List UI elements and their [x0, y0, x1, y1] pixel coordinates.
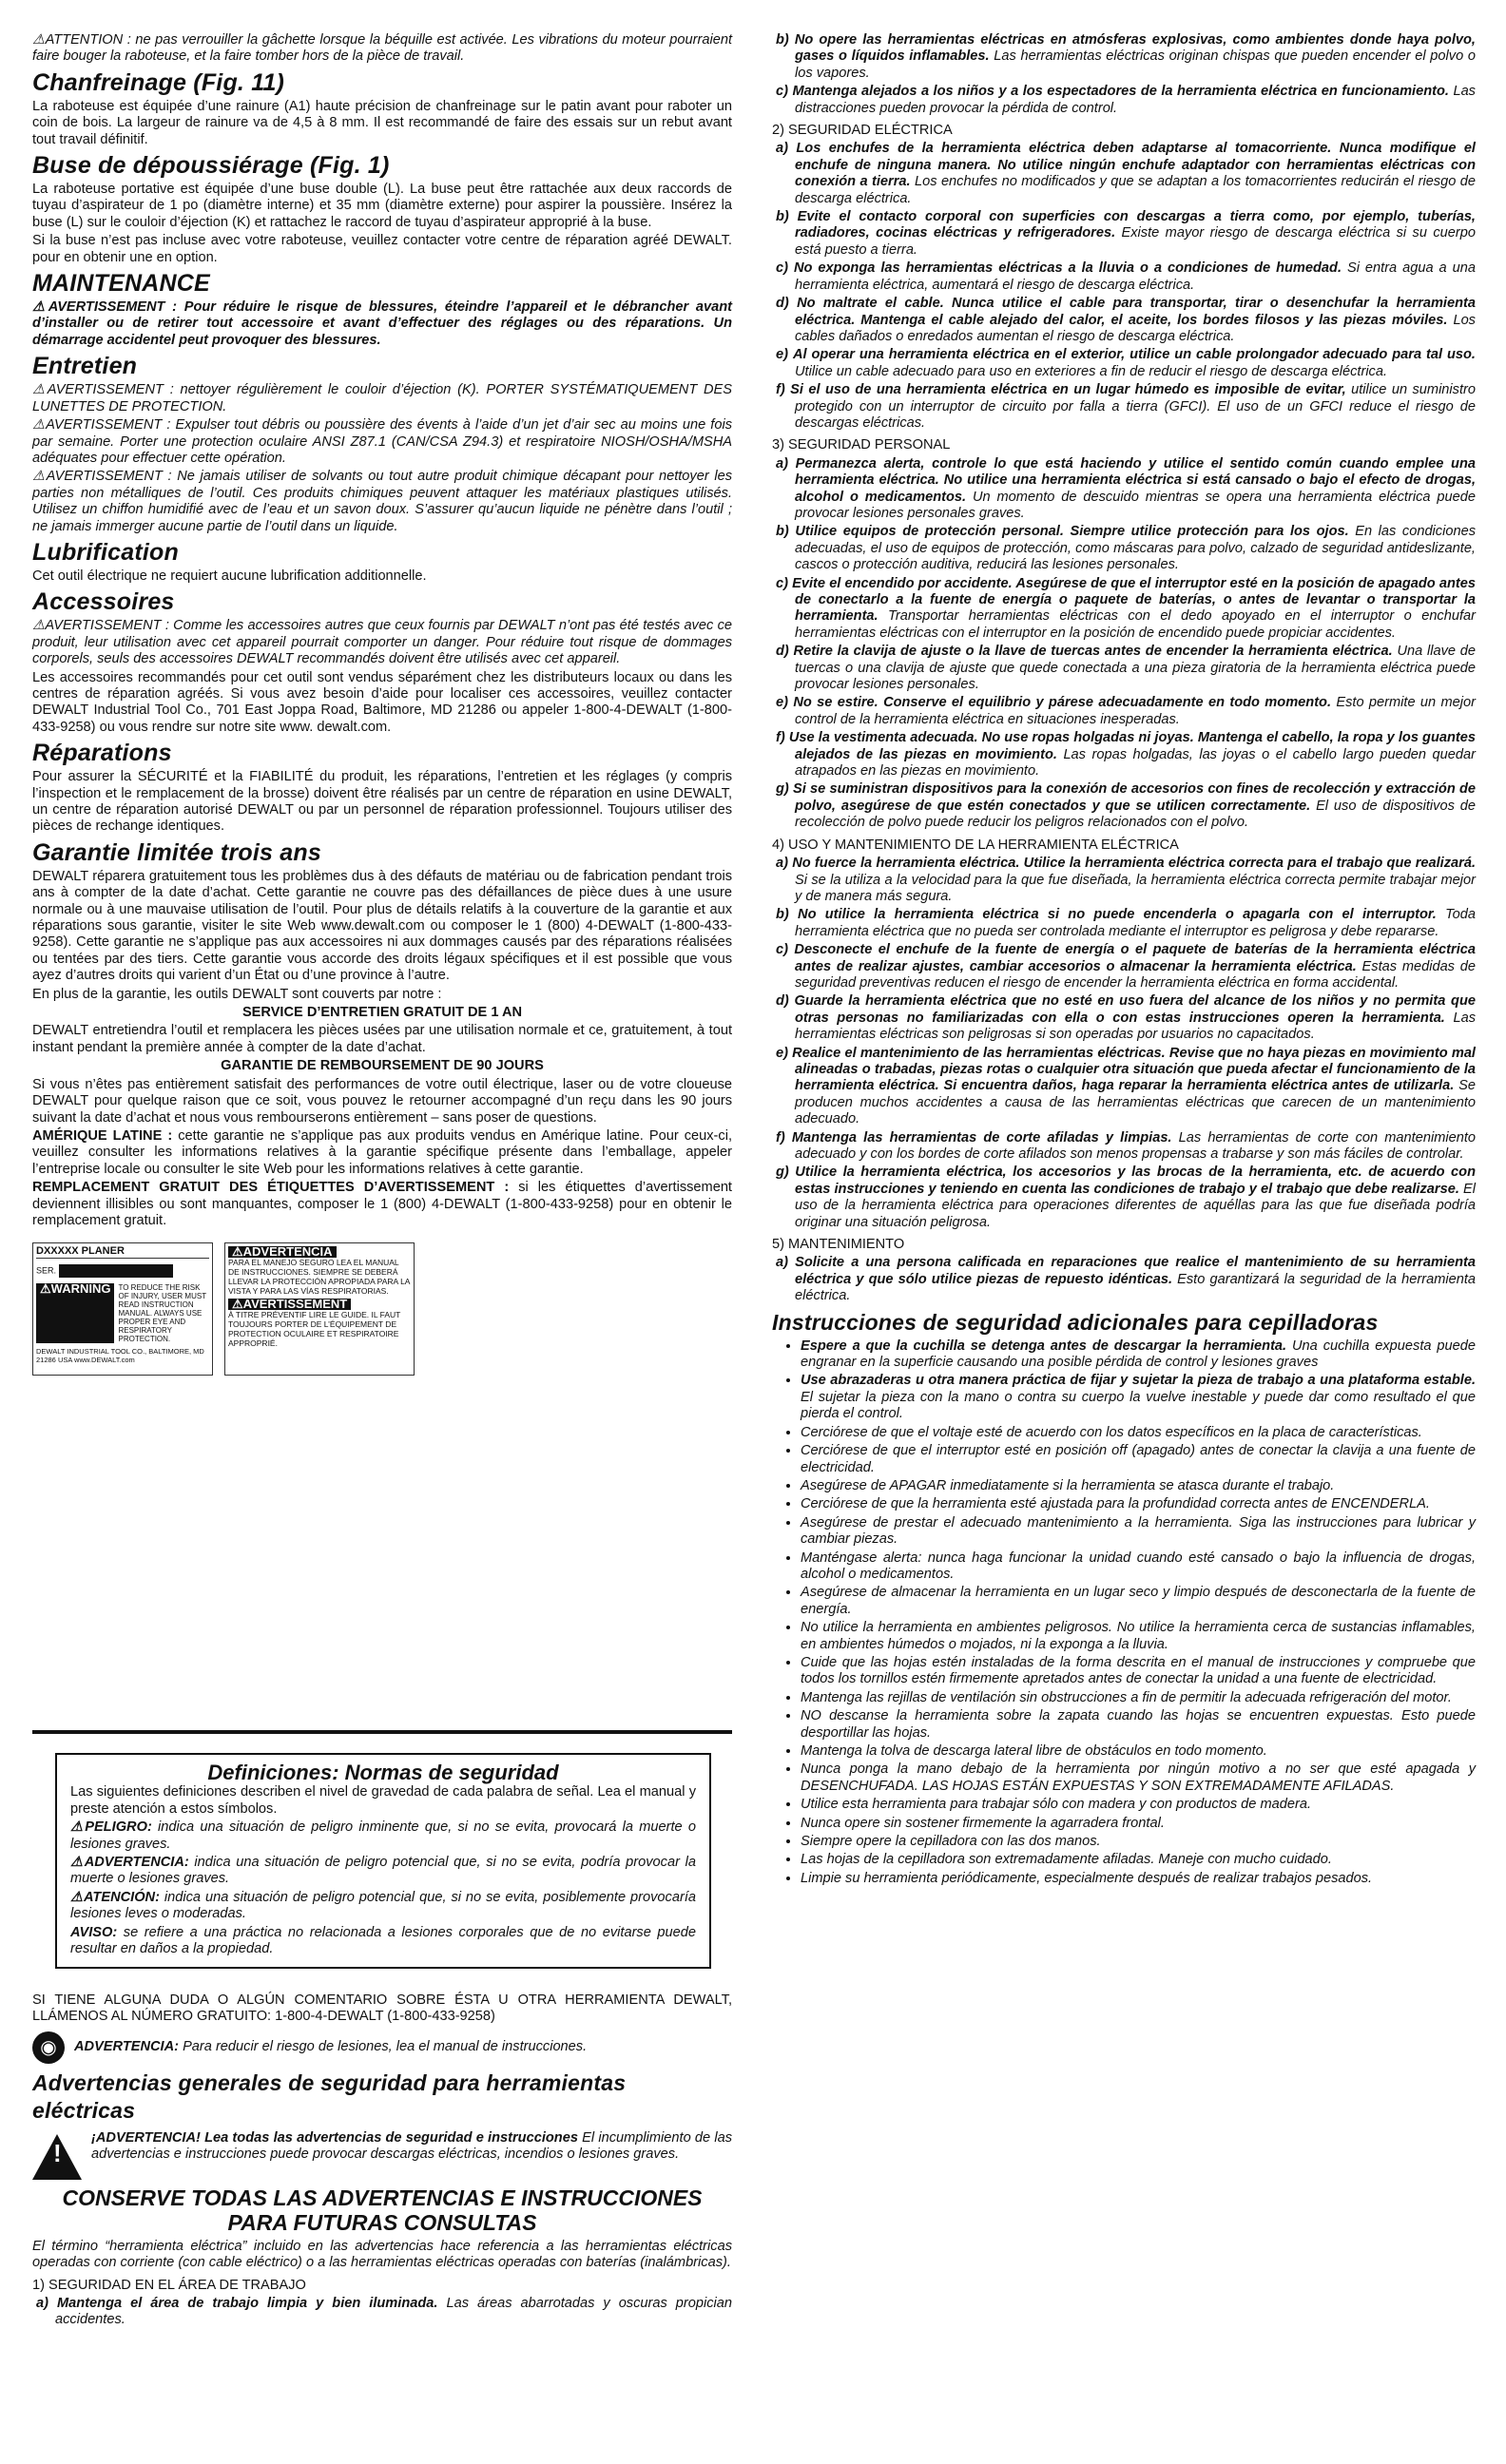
item-1c-text: Las distracciones pueden provocar la pérdida de control. — [795, 84, 1476, 116]
bullet-text: Limpie su herramienta periódicamente, especialmente después de realizar trabajos pesados. — [801, 1870, 1373, 1886]
item-4c-bold: Desconecte el enchufe de la fuente de energía o el paquete de baterías de la herramienta eléctrica antes de realizar ajustes, cambiar accesorios o almacenar la herramienta eléctrica. — [794, 942, 1476, 974]
section-3-heading: 3) SEGURIDAD PERSONAL — [772, 437, 951, 453]
section-1-heading: 1) SEGURIDAD EN EL ÁREA DE TRABAJO — [32, 2277, 306, 2293]
heading-reparations: Réparations — [32, 740, 172, 767]
lea-warning — [91, 2130, 732, 2164]
label-english — [32, 1242, 213, 1376]
item-3f-text: Las ropas holgadas, las joyas o el cabello largo pueden quedar atrapados en las piezas en movimiento. — [795, 746, 1476, 780]
remplacement — [32, 1180, 732, 1229]
def-peligro — [70, 1819, 696, 1853]
bullet-item — [801, 1515, 1476, 1549]
item-3b: b) Utilice equipos de protección personal. Siempre utilice protección para los ojos. En las condiciones adecuadas, el uso de equipos de protección, como máscaras para polvo, calzado de seguridad antideslizante, cascos o protección auditiva, reducirá las lesiones personales. — [776, 524, 1476, 573]
lubrification-text: Cet outil électrique ne requiert aucune lubrification additionnelle. — [32, 568, 427, 584]
buse-text-2: Si la buse n’est pas incluse avec votre raboteuse, veuillez contacter votre centre de réparation agréé DEWALT. pour en obtenir une en option. — [32, 233, 732, 265]
heading-garantie: Garantie limitée trois ans — [32, 838, 321, 866]
item-4a-text: Si se la utiliza a la velocidad para la que fue diseñada, la herramienta eléctrica correcta permite trabajar mejor y de manera más segura. — [795, 872, 1476, 904]
entretien-warning-1: ⚠AVERTISSEMENT : nettoyer régulièrement le couloir d’éjection (K). PORTER SYSTÉMATIQUEMENT DES LUNETTES DE PROTECTION. — [32, 382, 732, 414]
item-4g-text: El uso de la herramienta eléctrica para operaciones diferentes de aquéllas para las que fue diseñada podría originar una situación peligrosa. — [795, 1181, 1476, 1230]
item-3g-text: El uso de dispositivos de recolección de polvo puede reducir los peligros relacionados con el polvo. — [795, 798, 1476, 831]
bullet-text: Asegúrese de almacenar la herramienta en un lugar seco y limpio después de desconectarla de la fuente de energía. — [801, 1585, 1476, 1617]
item-2b-text: Existe mayor riesgo de descarga eléctrica si su cuerpo está puesto a tierra. — [795, 225, 1476, 258]
item-3e: e) No se estire. Conserve el equilibrio y párese adecuadamente en todo momento. Esto permite un mejor control de la herramienta eléctrica en situaciones inesperadas. — [776, 695, 1477, 727]
item-2d: d) No maltrate el cable. Nunca utilice el cable para transportar, tirar o desenchufar la herramienta eléctrica. Mantenga el cable alejado del calor, el aceite, los bordes filosos y las piezas móviles. Los cables dañados o enredados aumentan el riesgo de descarga eléctrica. — [776, 296, 1476, 344]
heading-advertencias-generales: Advertencias generales de seguridad para herramientas eléctricas — [32, 2069, 627, 2123]
garantie-text-2: En plus de la garantie, les outils DEWALT sont couverts par notre : — [32, 986, 442, 1002]
bullet-bold: Use abrazaderas u otra manera práctica de fijar y sujetar la pieza de trabajo a una plataforma estable. — [801, 1373, 1476, 1389]
item-4f: f) Mantenga las herramientas de corte afiladas y limpias. Las herramientas de corte con mantenimiento adecuado y con los bordes de corte afilados son menos propensas a trabarse y son más fáciles de controlar. — [776, 1129, 1476, 1162]
bullet-item — [801, 1585, 1476, 1618]
label-ser: SER. — [36, 1265, 57, 1276]
label-avert-text: À TITRE PRÉVENTIF LIRE LE GUIDE. IL FAUT TOUJOURS PORTER DE L’ÉQUIPEMENT DE PROTECTION OCULAIRE ET RESPIRATOIRE APPROPRIÉ. — [228, 1310, 401, 1349]
manual-warning — [74, 2039, 587, 2055]
item-1b — [772, 32, 1476, 82]
item-3a-text: Un momento de descuido mientras se opera una herramienta eléctrica puede provocar lesiones personales graves. — [795, 489, 1476, 521]
bullet-item — [801, 1443, 1476, 1476]
item-3e-text: Esto permite un mejor control de la herramienta eléctrica en situaciones inesperadas. — [795, 695, 1477, 727]
reparations-text: Pour assurer la SÉCURITÉ et la FIABILITÉ du produit, les réparations, l’entretien et les réglages (y compris l’inspection et le remplacement de la brosse) doivent être réalisés par un centre de réparation en usine DEWALT, un centre de réparation autorisé DEWALT ou par un personnel de réparation professionnel. Toujours utiliser des pièces de rechange identiques. — [32, 769, 732, 835]
read-manual-icon: ◉ — [32, 2031, 65, 2064]
item-2a-text: Los enchufes no modificados y que se adaptan a los tomacorrientes reducirán el riesgo de descarga eléctrica. — [795, 174, 1476, 206]
bullet-text: Asegúrese de APAGAR inmediatamente si la herramienta se atasca durante el trabajo. — [801, 1477, 1335, 1493]
item-3g-bold: Si se suministran dispositivos para la conexión de accesorios con fines de recolección y extracción de polvo, asegúrese de que estén conectados y que se utilicen correctamente. — [793, 781, 1476, 814]
label-warning: ⚠WARNING — [36, 1283, 114, 1343]
item-1a-text: Las áreas abarrotadas y oscuras propician accidentes. — [55, 2296, 733, 2328]
item-4b: b) No utilice la herramienta eléctrica si no puede encenderla o apagarla con el interruptor. Toda herramienta eléctrica que no pueda ser controlada mediante el interruptor es peligrosa y debe repararse. — [776, 907, 1477, 939]
item-1a-label: a) — [36, 2296, 48, 2312]
item-3c-text: Transportar herramientas eléctricas con el dedo apoyado en el interruptor o enchufar herramientas eléctricas con el interruptor en la posición de encendido puede propiciar accidentes. — [795, 608, 1476, 641]
item-4d: d) Guarde la herramienta eléctrica que no esté en uso fuera del alcance de los niños y no permita que otras personas no familiarizadas con ella o con estas instrucciones operen la herramienta. Las herramientas eléctricas son peligrosas si son operadas por usuarios no capacitados. — [776, 993, 1477, 1043]
item-4a: a) No fuerce la herramienta eléctrica. Utilice la herramienta eléctrica correcta para el trabajo que realizará. Si se la utiliza a la velocidad para la que fue diseñada, la herramienta eléctrica correcta permite trabajar mejor y de manera más segura. — [776, 856, 1476, 904]
item-3c-bold: Evite el encendido por accidente. Asegúrese de que el interruptor esté en la posición de apagado antes de conectarlo a la fuente de energía o paquete de baterías, o antes de levantar o transportar la herramienta. — [792, 575, 1476, 625]
item-2b-bold: Evite el contacto corporal con superficies con descargas a tierra como, por ejemplo, tuberías, radiadores, cocinas eléctricas y refrigeradores. — [795, 209, 1476, 241]
item-4e-bold: Realice el mantenimiento de las herramientas eléctricas. Revise que no haya piezas en movimiento mal alineadas o trabadas, piezas rotas o cualquier otra situación que pueda afectar el funcionamiento de la herramienta eléctrica. Si encuentra daños, haga reparar la herramienta eléctrica antes de utilizarla. — [792, 1045, 1476, 1094]
bullet-text: El sujetar la pieza con la mano o contra su cuerpo la vuelve inestable y puede dar como resultado el que pierda el control. — [801, 1389, 1476, 1422]
item-3g: g) Si se suministran dispositivos para la conexión de accesorios con fines de recolección y extracción de polvo, asegúrese de que estén conectados y que se utilicen correctamente. El uso de dispositivos de recolección de polvo puede reducir los peligros relacionados con el polvo. — [776, 781, 1476, 831]
bullet-text: Una cuchilla expuesta puede engranar en la superficie causando una posible pérdida de control y lesiones graves — [801, 1338, 1476, 1371]
lea-warning-text: El incumplimiento de las advertencias e instrucciones puede provocar descargas eléctricas, incendios o lesiones graves. — [91, 2129, 733, 2163]
chanfreinage-text: La raboteuse est équipée d’une rainure (A1) haute précision de chanfreinage sur le patin avant pour raboter un coin de bois. La largeur de rainure va de 4,5 à 8 mm. Il est recommandé de faire des essais sur un rebut avant tout travail définitif. — [32, 98, 732, 147]
heading-maintenance: MAINTENANCE — [32, 270, 210, 298]
peligro-label: ⚠PELIGRO: — [70, 1819, 152, 1836]
definitions-intro: Las siguientes definiciones describen el nivel de gravedad de cada palabra de señal. Lea el manual y preste atención a estos símbolos. — [70, 1784, 696, 1817]
bullet-text: Mantenga las rejillas de ventilación sin obstrucciones a fin de permitir la adecuada refrigeración del motor. — [801, 1689, 1452, 1705]
bullet-text: Cuide que las hojas estén instaladas de la forma descrita en el manual de instrucciones y compruebe que todos los tornillos estén firmemente apretados antes de conectar la unidad a una fuente de electricidad. — [801, 1654, 1476, 1687]
item-3f: f) Use la vestimenta adecuada. No use ropas holgadas ni joyas. Mantenga el cabello, la ropa y los guantes alejados de las piezas en movimiento. Las ropas holgadas, las joyas o el cabello largo pueden quedar atrapados en las piezas en movimiento. — [776, 730, 1476, 780]
item-2c-bold: No exponga las herramientas eléctricas a la lluvia o a condiciones de humedad. — [793, 260, 1342, 277]
bullet-item — [801, 1550, 1476, 1584]
aviso-label: AVISO: — [70, 1924, 118, 1940]
bullet-text: Cerciórese de que el interruptor esté en posición off (apagado) antes de conectar la clavija a una fuente de electricidad. — [801, 1443, 1476, 1475]
section-2-heading: 2) SEGURIDAD ELÉCTRICA — [772, 123, 953, 139]
item-1a-bold: Mantenga el área de trabajo limpia y bien iluminada. — [57, 2296, 438, 2312]
label-warning-row — [36, 1283, 209, 1343]
warning-triangle-icon: ! — [32, 2134, 82, 2180]
bullet-item — [801, 1708, 1476, 1742]
label-advertencia: ⚠ADVERTENCIA — [228, 1246, 337, 1258]
bullet-item — [801, 1690, 1476, 1706]
bullet-item — [801, 1797, 1476, 1813]
heading-accessoires: Accessoires — [32, 588, 175, 616]
bullet-item — [801, 1425, 1476, 1441]
remplacement-label: REMPLACEMENT GRATUIT DES ÉTIQUETTES D’AVERTISSEMENT : — [32, 1180, 510, 1196]
item-1c — [772, 84, 1476, 117]
entretien-warning-3: ⚠AVERTISSEMENT : Ne jamais utiliser de solvants ou tout autre produit chimique décapant pour nettoyer les parties non métalliques de l’outil. Ces produits chimiques peuvent attaquer les matériaux plastiques utilisés. Utilisez un chiffon humidifié avec de l’eau et un savon doux. S’assurer qu’aucun liquide ne pénètre dans l’outil ; ne jamais immerger aucune partie de l’outil dans un liquide. — [32, 469, 732, 534]
item-5a-bold: Solicite a una persona calificada en reparaciones que realice el mantenimiento de su herramienta eléctrica y que sólo utilice piezas de repuesto idénticas. — [795, 1255, 1476, 1287]
item-1b-text: Las herramientas eléctricas originan chispas que pueden encender el polvo o los vapores. — [795, 48, 1476, 81]
label-avertissement: ⚠AVERTISSEMENT — [228, 1299, 351, 1310]
bullet-item — [801, 1620, 1476, 1653]
garantie-text-1: DEWALT réparera gratuitement tous les problèmes dus à des défauts de matériau ou de fabrication pendant trois ans à compter de la date d’achat. Cette garantie ne couvre pas des défaillances de pièce dues à une usure normale ou à une mauvaise utilisation de l’outil. Pour plus de détails relatifs à la couverture de la garantie et aux réparations sous garantie, visiter le site Web www.dewalt.com ou composer le 1 (800) 4-DEWALT (1-800-433-9258). Cette garantie ne s’applique pas aux accessoires ni aux dommages causés par des réparations réalisées ou tentées par des tiers. Cette garantie vous accorde des droits légaux spécifiques et il est possible que vous ayez d’autres droits qui varient d’un État ou d’une province à l’autre. — [32, 868, 732, 984]
service-heading: SERVICE D’ENTRETIEN GRATUIT DE 1 AN — [241, 1005, 523, 1021]
planer-bullets — [772, 1338, 1476, 1888]
item-3a-bold: Permanezca alerta, controle lo que está haciendo y utilice el sentido común cuando emplee una herramienta eléctrica. No utilice una herramienta eléctrica si está cansado o bajo el efecto de drogas, alcohol o medicamentos. — [795, 455, 1476, 505]
bullet-item — [801, 1852, 1476, 1868]
manual-warning-row — [32, 2031, 732, 2064]
buse-text-1: La raboteuse portative est équipée d’une buse double (L). La buse peut être rattachée aux deux raccords de tuyau d’aspirateur de 1 po (diamètre interne) et 35 mm (diamètre externe) pour aspirer la poussière. Insérez la buse (L) sur le couloir d’éjection (K) et rattachez le raccord de tuyau d’aspirateur approprié à la buse. — [32, 182, 732, 230]
item-1b-bold: No opere las herramientas eléctricas en atmósferas explosivas, como ambientes donde haya polvo, gases o líquidos inflamables. — [794, 32, 1476, 65]
serial-bar — [59, 1264, 173, 1278]
bullet-text: Las hojas de la cepilladora son extremadamente afiladas. Maneje con mucho cuidado. — [801, 1852, 1332, 1868]
label-ser-row — [36, 1264, 209, 1278]
item-3e-bold: No se estire. Conserve el equilibrio y párese adecuadamente en todo momento. — [793, 695, 1332, 711]
item-4f-bold: Mantenga las herramientas de corte afiladas y limpias. — [791, 1129, 1172, 1145]
item-4f-text: Las herramientas de corte con mantenimiento adecuado y con los bordes de corte afilados son menos propensas a trabarse y son más fáciles de controlar. — [795, 1129, 1476, 1162]
heading-chanfreinage: Chanfreinage (Fig. 11) — [32, 68, 285, 96]
bullet-text: NO descanse la herramienta sobre la zapata cuando las hojas se encuentren expuestas. Esto puede desportillar las hojas. — [801, 1708, 1476, 1741]
bullet-text: Nunca ponga la mano debajo de la herramienta por ningún motivo a no ser que esté apagada y DESENCHUFADA. LAS HOJAS ESTÁN EXPUESTAS Y SON EXTREMADAMENTE AFILADAS. — [801, 1761, 1476, 1794]
accessoires-text: Les accessoires recommandés pour cet outil sont vendus séparément chez les distributeurs locaux ou dans les centres de réparation agréés. Si vous avez besoin d’aide pour localiser ces accessoires, veuillez contacter DEWALT Industrial Tool Co., 701 East Joppa Road, Baltimore, MD 21286 ou appeler 1-800-4-DEWALT (1-800-433-9258) ou vous rendre sur notre site www. dewalt.com. — [32, 669, 732, 735]
item-4e-text: Se producen muchos accidentes a causa de las herramientas eléctricas que carecen de un mantenimiento adecuado. — [795, 1078, 1476, 1127]
item-2f-bold: Si el uso de una herramienta eléctrica en un lugar húmedo es imposible de evitar, — [790, 382, 1346, 398]
amerique-text: cette garantie ne s’applique pas aux produits vendus en Amérique latine. Pour ceux-ci, veuillez consulter les informations relatives à la garantie spécifique présente dans l’emballage, appeler l’entreprise locale ou consulter le site Web pour les informations relatives à cette garantie. — [32, 1127, 732, 1177]
accessoires-warning: ⚠AVERTISSEMENT : Comme les accessoires autres que ceux fournis par DEWALT n’ont pas été testés avec ce produit, leur utilisation avec cet appareil pourrait comporter un danger. Pour réduire tout risque de dommages corporels, seuls des accessoires DEWALT recommandés doivent être utilisés avec cet appareil. — [32, 618, 732, 667]
bullet-text: Nunca opere sin sostener firmemente la agarradera frontal. — [801, 1815, 1165, 1831]
bullet-item — [801, 1761, 1476, 1795]
bullet-text: Mantenga la tolva de descarga lateral libre de obstáculos en todo momento. — [801, 1743, 1267, 1759]
item-2e-bold: Al operar una herramienta eléctrica en el exterior, utilice un cable prolongador adecuado para tal uso. — [792, 347, 1476, 363]
item-4g-bold: Utilice la herramienta eléctrica, los accesorios y las brocas de la herramienta, etc. de acuerdo con estas instrucciones y teniendo en cuenta las condiciones de trabajo y el trabajo que debe realizarse. — [795, 1165, 1476, 1197]
heading-lubrification: Lubrification — [32, 538, 179, 566]
bullet-item — [801, 1373, 1476, 1422]
item-1c-bold: Mantenga alejados a los niños y a los espectadores de la herramienta eléctrica en funcionamiento. — [792, 84, 1449, 100]
item-3b-text: En las condiciones adecuadas, el uso de equipos de protección, como máscaras para polvo, calzado de seguridad antideslizante, cascos o protección auditiva, reducirá las lesiones personales. — [795, 524, 1476, 573]
bullet-text: Cerciórese de que la herramienta esté ajustada para la profundidad correcta antes de ENCENDERLA. — [801, 1496, 1430, 1512]
entretien-warning-2: ⚠AVERTISSEMENT : Expulser tout débris ou poussière des évents à l’aide d’un jet d’air sec au moins une fois par semaine. Porter une protection oculaire ANSI Z87.1 (CAN/CSA Z94.3) et respiratoire NIOSH/OSHA/MSHA adéquates pour effectuer cette opération. — [32, 417, 732, 466]
item-4a-bold: No fuerce la herramienta eléctrica. Utilice la herramienta eléctrica correcta para el trabajo que realizará. — [792, 856, 1476, 872]
bullet-item — [801, 1816, 1476, 1832]
bullet-text: Manténgase alerta: nunca haga funcionar la unidad cuando esté cansado o bajo la influencia de drogas, alcohol o medicamentos. — [801, 1550, 1476, 1582]
maintenance-warning: ⚠AVERTISSEMENT : Pour réduire le risque de blessures, éteindre l’appareil et le débrancher avant d’installer ou de retirer tout accessoire et avant d’effectuer des réglages ou des réparations. Un démarrage accidentel peut provoquer des blessures. — [32, 299, 732, 348]
item-4e: e) Realice el mantenimiento de las herramientas eléctricas. Revise que no haya piezas en movimiento mal alineadas o trabadas, piezas rotas o cualquier otra situación que pueda afectar el funcionamiento de la herramienta eléctrica. Si encuentra daños, haga reparar la herramienta eléctrica antes de utilizarla. Se producen muchos accidentes a causa de las herramientas eléctricas que carecen de un mantenimiento adecuado. — [776, 1045, 1476, 1127]
left-column — [32, 32, 732, 1385]
heading-instrucciones: Instrucciones de seguridad adicionales para cepilladoras — [772, 1309, 1379, 1335]
bullet-text: Utilice esta herramienta para trabajar sólo con madera y con productos de madera. — [801, 1797, 1312, 1813]
item-2f-text: utilice un suministro protegido con un interruptor de circuito por falla a tierra (GFCI). El uso de un GFCI reduce el riesgo de descargas eléctricas. — [795, 382, 1476, 431]
item-3d-bold: Retire la clavija de ajuste o la llave de tuercas antes de encender la herramienta eléctrica. — [793, 644, 1393, 660]
label-warning-text: TO REDUCE THE RISK OF INJURY, USER MUST READ INSTRUCTION MANUAL. ALWAYS USE PROPER EYE AND RESPIRATORY PROTECTION. — [118, 1283, 206, 1344]
bullet-item — [801, 1655, 1476, 1688]
item-5a-text: Esto garantizará la seguridad de la herramienta eléctrica. — [795, 1271, 1477, 1304]
item-4c-text: Estas medidas de seguridad preventivas reducen el riesgo de encender la herramienta eléctrica en forma accidental. — [795, 958, 1476, 991]
heading-buse: Buse de dépoussiérage (Fig. 1) — [32, 152, 390, 180]
lower-left-section — [32, 1992, 732, 2331]
item-4d-bold: Guarde la herramienta eléctrica que no esté en uso fuera del alcance de los niños y no permita que otras personas no familiarizadas con ella o con estas instrucciones operen la herramienta. — [794, 993, 1476, 1026]
termino-text: El término “herramienta eléctrica” incluido en las advertencias hace referencia a las herramientas eléctricas operadas con corriente (con cable eléctrico) o a las herramientas eléctricas operadas con baterías (inalámbricas). — [32, 2238, 732, 2271]
atencion-text: indica una situación de peligro potencial que, si no se evita, posiblemente provocaría lesiones leves o moderadas. — [70, 1889, 696, 1922]
item-3f-bold: Use la vestimenta adecuada. No use ropas holgadas ni joyas. Mantenga el cabello, la ropa y los guantes alejados de las piezas en movimiento. — [788, 730, 1476, 762]
label-spanish-french — [224, 1242, 415, 1376]
definitions-box — [55, 1753, 711, 1969]
rembourse-text: Si vous n’êtes pas entièrement satisfait des performances de votre outil électrique, laser ou de votre cloueuse DEWALT pour quelque raison que ce soit, vous pouvez le retourner accompagné d’un reçu dans les 90 jours suivant la date d’achat et nous vous rembourserons entièrement – sans poser de questions. — [32, 1076, 732, 1126]
bullet-item — [801, 1871, 1476, 1887]
lea-warning-row — [32, 2130, 732, 2180]
bullet-item — [801, 1338, 1476, 1372]
bullet-item — [801, 1834, 1476, 1850]
item-2f: f) Si el uso de una herramienta eléctrica en un lugar húmedo es imposible de evitar, utilice un suministro protegido con un interruptor de circuito por falla a tierra (GFCI). El uso de un GFCI reduce el riesgo de descargas eléctricas. — [776, 382, 1476, 431]
service-text: DEWALT entretiendra l’outil et remplacera les pièces usées par une utilisation normale et ce, gratuitement, à tout instant pendant la première année à compter de la date d’achat. — [32, 1023, 732, 1055]
advertencia-label: ⚠ADVERTENCIA: — [70, 1855, 189, 1871]
item-2c-text: Si entra agua a una herramienta eléctrica, aumentará el riesgo de descarga eléctrica. — [795, 260, 1476, 293]
def-aviso — [70, 1925, 696, 1958]
aviso-text: se refiere a una práctica no relacionada a lesiones corporales que de no evitarse puede resultar en daños a la propiedad. — [70, 1924, 696, 1957]
definitions-title: Definiciones: Normas de seguridad — [207, 1761, 559, 1784]
item-1a — [32, 2296, 732, 2329]
section-divider — [32, 1730, 732, 1734]
advertencia-text: indica una situación de peligro potencial que, si no se evita, podría provocar la muerte o lesiones graves. — [70, 1855, 696, 1887]
label-avert-row — [228, 1299, 411, 1310]
bullet-text: Siempre opere la cepilladora con las dos manos. — [801, 1834, 1101, 1850]
bullet-text: Cerciórese de que el voltaje esté de acuerdo con los datos específicos en la placa de características. — [801, 1424, 1422, 1440]
item-2d-bold: No maltrate el cable. Nunca utilice el cable para transportar, tirar o desenchufar la herramienta eléctrica. Mantenga el cable alejado del calor, el aceite, los bordes filosos y las piezas móviles. — [795, 296, 1476, 328]
bullet-item — [801, 1478, 1476, 1494]
label-model: DXXXXX PLANER — [36, 1246, 209, 1259]
warning-labels — [32, 1242, 732, 1385]
item-4d-text: Las herramientas eléctricas son peligrosas si son operadas por usuarios no capacitados. — [795, 1010, 1477, 1043]
label-company: DEWALT INDUSTRIAL TOOL CO., BALTIMORE, MD 21286 USA www.DEWALT.com — [36, 1347, 204, 1365]
item-4b-text: Toda herramienta eléctrica que no pueda ser controlada mediante el interruptor es peligrosa y debe repararse. — [795, 907, 1477, 939]
bullet-item — [801, 1496, 1476, 1512]
bullet-bold: Espere a que la cuchilla se detenga antes de descargar la herramienta. — [801, 1338, 1287, 1354]
bullet-text: No utilice la herramienta en ambientes peligrosos. No utilice la herramienta cerca de sustancias inflamables, en ambientes húmedos o mojados, ni la exponga a la lluvia. — [801, 1620, 1476, 1652]
section-4-heading: 4) USO Y MANTENIMIENTO DE LA HERRAMIENTA ELÉCTRICA — [772, 837, 1179, 853]
manual-warning-text: Para reducir el riesgo de lesiones, lea el manual de instrucciones. — [179, 2038, 588, 2054]
def-atencion — [70, 1890, 696, 1923]
amerique-latine — [32, 1128, 732, 1178]
bullet-item — [801, 1743, 1476, 1760]
label-adv-text: PARA EL MANEJO SEGURO LEA EL MANUAL DE INSTRUCCIONES. SIEMPRE SE DEBERÁ LLEVAR LA PROTECCIÓN APROPIADA PARA LA VISTA Y PARA LAS VÍAS RESPIRATORIAS. — [228, 1258, 411, 1297]
lea-warning-label: ¡ADVERTENCIA! Lea todas las advertencias de seguridad e instrucciones — [91, 2129, 578, 2146]
item-3d-text: Una llave de tuercas o una clavija de ajuste que quede conectada a una pieza giratoria de la herramienta eléctrica puede provocar lesiones personales. — [795, 644, 1477, 693]
item-2c: c) No exponga las herramientas eléctricas a la lluvia o a condiciones de humedad. Si entra agua a una herramienta eléctrica, aumentará el riesgo de descarga eléctrica. — [776, 260, 1476, 293]
item-3a: a) Permanezca alerta, controle lo que está haciendo y utilice el sentido común cuando emplee una herramienta eléctrica. No utilice una herramienta eléctrica si está cansado o bajo el efecto de drogas, alcohol o medicamentos. Un momento de descuido mientras se opera una herramienta eléctrica puede provocar lesiones personales graves. — [776, 455, 1476, 521]
peligro-text: indica una situación de peligro inminente que, si no se evita, provocará la muerte o lesiones graves. — [70, 1819, 696, 1852]
item-2a-bold: Los enchufes de la herramienta eléctrica deben adaptarse al tomacorriente. Nunca modifique el enchufe de ninguna manera. No utilice ningún enchufe adaptador con herramientas eléctricas con conexión a tierra. — [795, 141, 1476, 190]
item-3b-bold: Utilice equipos de protección personal. Siempre utilice protección para los ojos. — [795, 524, 1349, 540]
item-1c-label: c) — [776, 84, 788, 100]
atencion-label: ⚠ATENCIÓN: — [70, 1889, 160, 1905]
item-2e: e) Al operar una herramienta eléctrica en el exterior, utilice un cable prolongador adecuado para tal uso. Utilice un cable adecuado para uso en exteriores a fin de reducir el riesgo de descarga eléctrica. — [776, 347, 1476, 379]
remplacement-text: si les étiquettes d’avertissement deviennent illisibles ou sont manquantes, composer le 1 (800) 4-DEWALT (1-800-433-9258) pour en obtenir le remplacement gratuit. — [32, 1180, 732, 1228]
heading-entretien: Entretien — [32, 353, 138, 380]
amerique-label: AMÉRIQUE LATINE : — [32, 1127, 173, 1144]
item-2d-text: Los cables dañados o enredados aumentan el riesgo de descarga eléctrica. — [795, 312, 1476, 344]
bullet-text: Asegúrese de prestar el adecuado mantenimiento a la herramienta. Siga las instrucciones para lubricar y cambiar piezas. — [801, 1514, 1476, 1548]
item-3d: d) Retire la clavija de ajuste o la llave de tuercas antes de encender la herramienta eléctrica. Una llave de tuercas o una clavija de ajuste que quede conectada a una pieza giratoria de la herramienta eléctrica puede provocar lesiones personales. — [776, 644, 1477, 693]
conserve-heading: CONSERVE TODAS LAS ADVERTENCIAS E INSTRUCCIONES PARA FUTURAS CONSULTAS — [62, 2185, 703, 2235]
section-5-heading: 5) MANTENIMIENTO — [772, 1237, 905, 1253]
item-4g: g) Utilice la herramienta eléctrica, los accesorios y las brocas de la herramienta, etc. de acuerdo con estas instrucciones y teniendo en cuenta las condiciones de trabajo y el trabajo que debe realizarse. El uso de la herramienta eléctrica para operaciones diferentes de aquéllas para las que fue diseñada podría originar una situación peligrosa. — [776, 1165, 1476, 1230]
def-advertencia — [70, 1855, 696, 1888]
item-1b-label: b) — [776, 32, 789, 48]
duda-text: SI TIENE ALGUNA DUDA O ALGÚN COMENTARIO SOBRE ÉSTA U OTRA HERRAMIENTA DEWALT, LLÁMENOS AL NÚMERO GRATUITO: 1-800-4-DEWALT (1-800-433-9258) — [32, 1992, 732, 2025]
item-4c: c) Desconecte el enchufe de la fuente de energía o el paquete de baterías de la herramienta eléctrica antes de realizar ajustes, cambiar accesorios o almacenar la herramienta eléctrica. Estas medidas de seguridad preventivas reducen el riesgo de encender la herramienta eléctrica en forma accidental. — [776, 942, 1476, 991]
item-2b: b) Evite el contacto corporal con superficies con descargas a tierra como, por ejemplo, tuberías, radiadores, cocinas eléctricas y refrigeradores. Existe mayor riesgo de descarga eléctrica si su cuerpo está puesto a tierra. — [776, 209, 1476, 258]
manual-warning-label: ADVERTENCIA: — [74, 2038, 180, 2054]
item-5a: a) Solicite a una persona calificada en reparaciones que realice el mantenimiento de su herramienta eléctrica y que sólo utilice piezas de repuesto idénticas. Esto garantizará la seguridad de la herramienta eléctrica. — [776, 1255, 1477, 1304]
attention-paragraph: ⚠ATTENTION : ne pas verrouiller la gâchette lorsque la béquille est activée. Les vibrations du moteur pourraient faire bouger la raboteuse, et la faire tomber hors de la pièce de travail. — [32, 32, 732, 65]
item-3c: c) Evite el encendido por accidente. Asegúrese de que el interruptor esté en la posición de apagado antes de conectarlo a la fuente de energía o paquete de baterías, o antes de levantar o transportar la herramienta. Transportar herramientas eléctricas con el dedo apoyado en el interruptor o enchufar herramientas eléctricas con el interruptor en la posición de encendido puede propiciar accidentes. — [776, 575, 1476, 641]
right-column — [772, 32, 1476, 1889]
item-4b-bold: No utilice la herramienta eléctrica si no puede encenderla o apagarla con el interruptor. — [798, 907, 1437, 923]
item-2e-text: Utilice un cable adecuado para uso en exteriores a fin de reducir el riesgo de descarga eléctrica. — [795, 363, 1388, 379]
label-adv-row — [228, 1246, 411, 1258]
rembourse-heading: GARANTIE DE REMBOURSEMENT DE 90 JOURS — [221, 1058, 544, 1074]
item-2a: a) Los enchufes de la herramienta eléctrica deben adaptarse al tomacorriente. Nunca modifique el enchufe de ninguna manera. No utilice ningún enchufe adaptador con herramientas eléctricas con conexión a tierra. Los enchufes no modificados y que se adaptan a los tomacorrientes reducirán el riesgo de descarga eléctrica. — [776, 141, 1476, 206]
